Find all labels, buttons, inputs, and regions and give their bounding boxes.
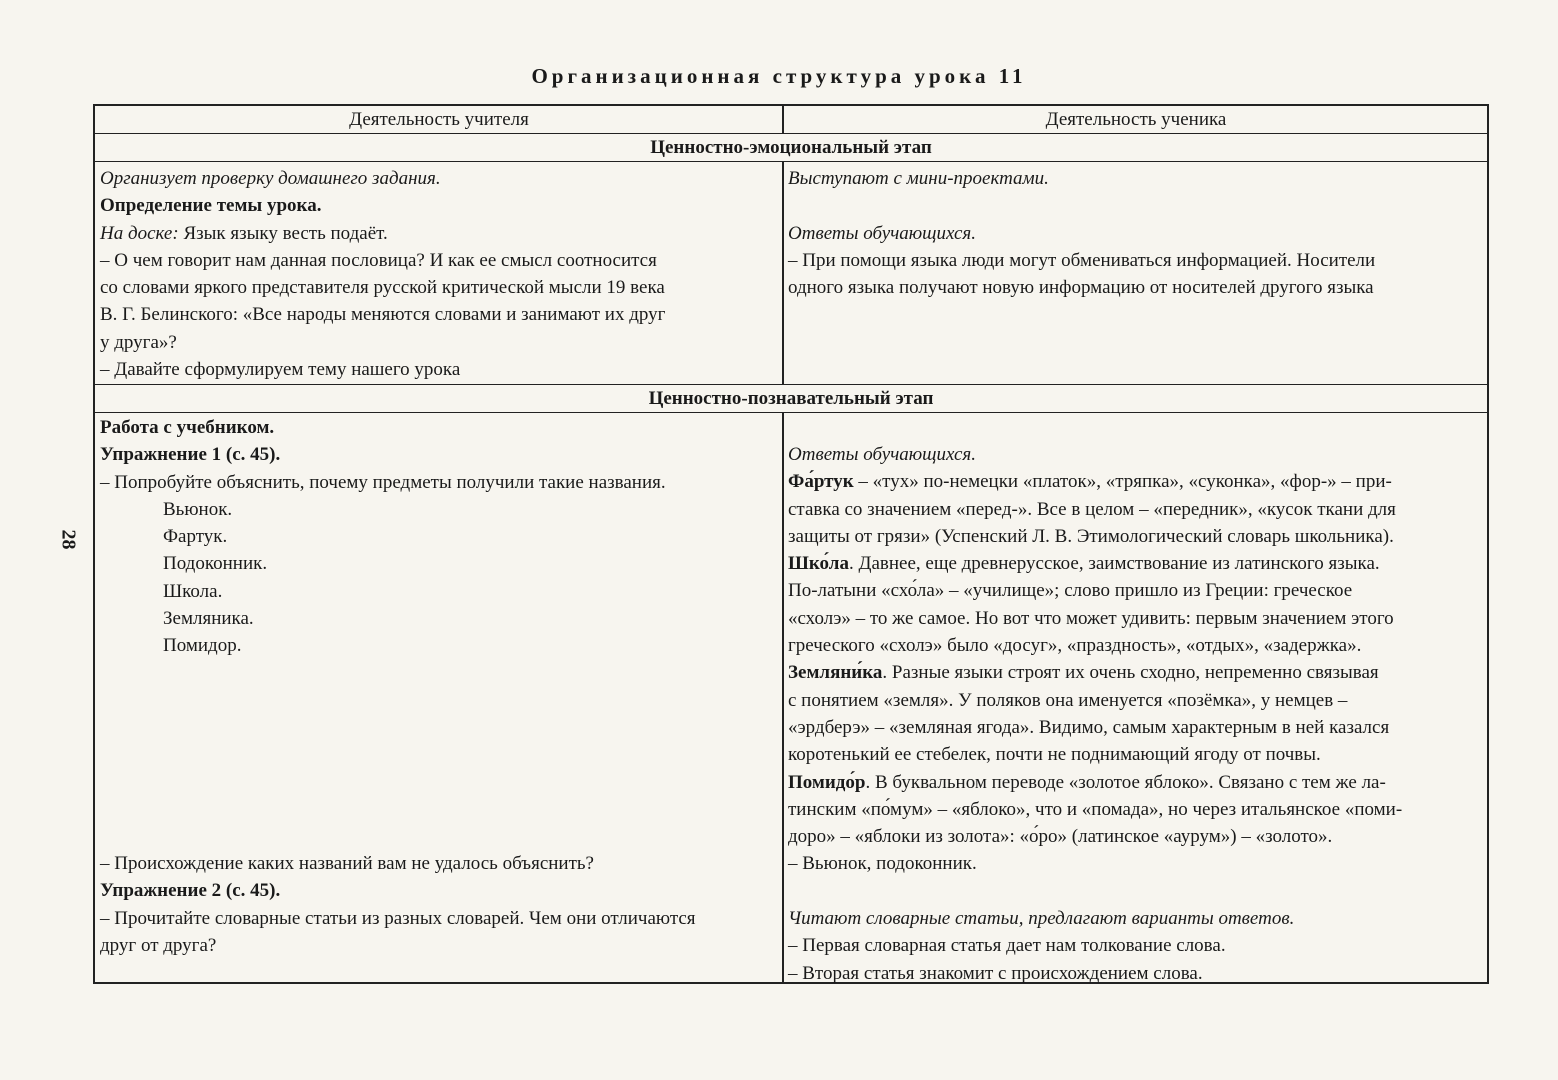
text-line: «эрдберэ» – «земляная ягода». Видимо, самым характерным в ней казался xyxy=(788,716,1390,738)
text-line: – Вторая статья знакомит с происхождением слова. xyxy=(788,962,1203,984)
text-line: – Давайте сформулируем тему нашего урока xyxy=(100,359,461,381)
text-line: коротенький ее стебелек, почти не поднимающий ягоду от почвы. xyxy=(788,744,1321,766)
stage2-student-cell xyxy=(788,441,1402,987)
text-line: – Первая словарная статья дает нам толкование слова. xyxy=(788,935,1226,957)
text-line: защиты от грязи» (Успенский Л. В. Этимологический словарь школьника). xyxy=(788,525,1394,547)
table-header-row xyxy=(95,106,1487,134)
text-line: тинским «по́мум» – «яблоко», что и «помада», но через итальянское «поми- xyxy=(788,798,1403,820)
text-line: греческого «схолэ» было «досуг», «праздность», «отдых», «задержка». xyxy=(788,635,1362,657)
text-line xyxy=(788,468,1402,495)
stage-title-cognitive: Ценностно-познавательный этап xyxy=(95,384,1487,413)
text-line: По-латыни «схо́ла» – «училище»; слово пришло из Греции: греческое xyxy=(788,580,1353,602)
term: Фа́ртук xyxy=(788,471,854,493)
text-line xyxy=(788,659,1402,686)
text-line: Ответы обучающихся. xyxy=(788,222,976,244)
header-student: Деятельность ученика xyxy=(1045,109,1227,130)
text-line: – Прочитайте словарные статьи из разных словарей. Чем они отличаются xyxy=(100,907,696,929)
word-item: Школа. xyxy=(163,580,223,602)
text-line xyxy=(788,550,1402,577)
word-item: Подоконник. xyxy=(163,553,268,575)
column-divider xyxy=(782,413,784,984)
stage1-student-cell xyxy=(788,165,1375,301)
stage2-teacher-cell xyxy=(100,414,666,660)
term: Помидо́р xyxy=(788,771,866,793)
column-divider xyxy=(782,162,784,384)
text-line xyxy=(100,220,665,247)
text-line: «схолэ» – то же самое. Но вот что может удивить: первым значением этого xyxy=(788,607,1394,629)
text-line: – Попробуйте объяснить, почему предметы получили такие названия. xyxy=(100,471,666,493)
text-line: ставка со значением «перед-». Все в целом – «передник», «кусок ткани для xyxy=(788,498,1396,520)
empty-line xyxy=(788,878,1402,905)
stage1-teacher-cell xyxy=(100,165,665,383)
text-line: друг от друга? xyxy=(100,934,217,956)
text-line: у друга»? xyxy=(100,331,177,353)
text-line: – Вьюнок, подоконник. xyxy=(788,853,977,875)
term: Шко́ла xyxy=(788,553,849,575)
page-number: 28 xyxy=(57,529,80,550)
stage2-teacher-cell-lower xyxy=(100,850,696,959)
term: Земляни́ка xyxy=(788,662,883,684)
empty-line xyxy=(788,192,1375,219)
text-line: Читают словарные статьи, предлагают варианты ответов. xyxy=(788,908,1295,930)
header-teacher: Деятельность учителя xyxy=(349,109,529,130)
label-on-board: На доске: xyxy=(100,222,179,244)
text-line: Организует проверку домашнего задания. xyxy=(100,168,441,189)
text-line: – Происхождение каких названий вам не удалось объяснить? xyxy=(100,853,594,874)
page-title: Организационная структура урока 11 xyxy=(531,64,1027,88)
text-line: Работа с учебником. xyxy=(100,417,275,438)
text-line: В. Г. Белинского: «Все народы меняются словами и занимают их друг xyxy=(100,304,666,326)
definition: . В буквальном переводе «золотое яблоко». Связано с тем же ла- xyxy=(865,771,1386,793)
text-line: доро» – «яблоки из золота»: «о́ро» (латинское «аурум») – «золото». xyxy=(788,826,1333,848)
word-item: Вьюнок. xyxy=(163,498,233,520)
definition: – «тух» по-немецки «платок», «тряпка», «суконка», «фор-» – при- xyxy=(853,471,1392,493)
word-item: Помидор. xyxy=(163,635,242,657)
word-item: Земляника. xyxy=(163,608,254,630)
text-line: – О чем говорит нам данная пословица? И как ее смысл соотносится xyxy=(100,249,657,271)
text-line: – При помощи языка люди могут обмениваться информацией. Носители xyxy=(788,249,1376,271)
definition: . Разные языки строят их очень сходно, непременно связывая xyxy=(882,662,1379,684)
text-line: Упражнение 2 (с. 45). xyxy=(100,880,281,902)
text-line: Определение темы урока. xyxy=(100,195,322,217)
text-line: с понятием «земля». У поляков она именуется «позёмка», у немцев – xyxy=(788,689,1348,711)
proverb: Язык языку весть подаёт. xyxy=(178,222,388,244)
word-item: Фартук. xyxy=(163,526,228,548)
text-line: одного языка получают новую информацию от носителей другого языка xyxy=(788,277,1374,299)
stage-title-emotional: Ценностно-эмоциональный этап xyxy=(95,134,1487,162)
text-line xyxy=(788,769,1402,796)
text-line: Выступают с мини-проектами. xyxy=(788,168,1049,189)
text-line: со словами яркого представителя русской критической мысли 19 века xyxy=(100,277,665,299)
text-line: Ответы обучающихся. xyxy=(788,444,976,465)
lesson-structure-table xyxy=(93,104,1489,984)
text-line: Упражнение 1 (с. 45). xyxy=(100,444,281,466)
definition: . Давнее, еще древнерусское, заимствование из латинского языка. xyxy=(848,553,1380,575)
